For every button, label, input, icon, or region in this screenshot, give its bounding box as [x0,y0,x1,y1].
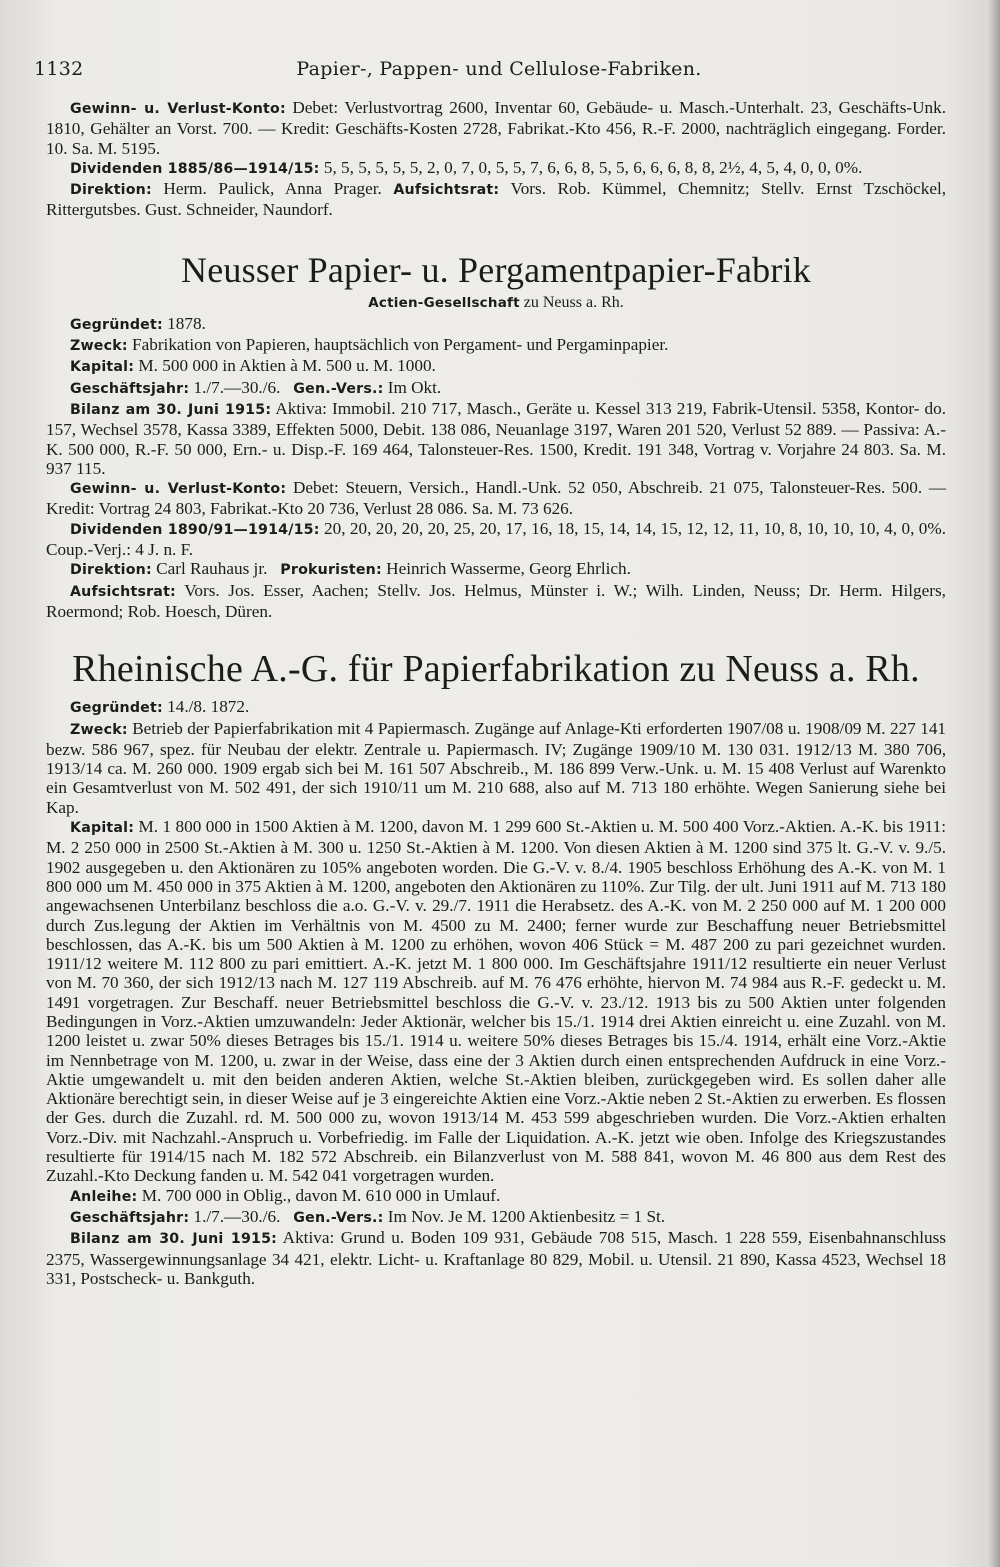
profit-loss-paragraph: Gewinn- u. Verlust-Konto: Debet: Verlustvortrag 2600, Inventar 60, Gebäude- u. Masch.-Unterhalt. 23, Geschäfts-Unk. 1810, Gehälter an Vorst. 700. — Kredit: Geschäfts-Kosten 2728, Fabrikat.-Kto 456, R.-F. 2000, nachträglich eingegang. Forder. 10. Sa. M. 5195. [46,98,947,158]
page-number: 1132 [34,58,84,80]
fiscal-year-paragraph: Geschäftsjahr: 1./7.—30./6. Gen.-Vers.: Im Nov. Je M. 1200 Aktienbesitz = 1 St. [70,1206,666,1226]
neusser-company-entry [46,250,946,621]
fiscal-year-paragraph: Geschäftsjahr: 1./7.—30./6. Gen.-Vers.: Im Okt. [70,377,442,397]
bond-paragraph: Anleihe: M. 700 000 in Oblig., davon M. 610 000 in Umlauf. [70,1185,501,1205]
balance-paragraph: Bilanz am 30. Juni 1915: Aktiva: Immobil. 210 717, Masch., Geräte u. Kessel 313 219, Fabrik-Utensil. 5358, Kontor- do. 157, Wechsel 3578, Kassa 3389, Effekten 5000, Debit. 138 086, Neuanlage 3197, Waren 201 520, Verlust 52 889. — Passiva: A.-K. 500 000, R.-F. 50 000, Ern.- u. Disp.-F. 169 464, Talonsteuer-Res. 1500, Kredit. 191 348, Vortrag v. Vorjahre 24 803. Sa. M. 937 115. [46,398,946,478]
management-paragraph: Direktion: Carl Rauhaus jr. Prokuristen: Heinrich Wasserme, Georg Ehrlich. [70,559,631,579]
page-edge-shadow [988,0,1000,1567]
page-content [46,98,946,1288]
page-header [34,58,964,88]
founded-paragraph: Gegründet: 14./8. 1872. [70,697,250,717]
supervisory-board-paragraph: Aufsichtsrat: Vors. Jos. Esser, Aachen; Stellv. Jos. Helmus, Münster i. W.; Wilh. Linden, Neuss; Dr. Herm. Hilgers, Roermond; Rob. Hoesch, Düren. [46,580,946,621]
running-title: Papier-, Pappen- und Cellulose-Fabriken. [296,58,702,80]
founded-paragraph: Gegründet: 1878. [70,313,206,333]
dividends-paragraph: Dividenden 1890/91—1914/15: 20, 20, 20, 20, 20, 25, 20, 17, 16, 18, 15, 14, 14, 15, 12, 12, 11, 10, 8, 10, 10, 10, 4, 0, 0%. Coup.-Verj.: 4 J. n. F. [46,518,946,560]
rheinische-company-entry [46,649,946,1288]
company-title: Rheinische A.-G. für Papierfabrikation zu Neuss a. Rh. [72,648,920,691]
management-paragraph: Direktion: Herm. Paulick, Anna Prager. Aufsichtsrat: Vors. Rob. Kümmel, Chemnitz; Stellv. Ernst Tzschöckel, Rittergutsbes. Gust. Schneider, Naundorf. [46,179,947,220]
purpose-paragraph: Zweck: Betrieb der Papierfabrikation mit 4 Papiermasch. Zugänge auf Anlage-Kti erforderten 1907/08 u. 1908/09 M. 227 141 bezw. 586 967, spez. für Neubau der elektr. Zentrale u. Papiermasch. IV; Zugänge 1909/10 M. 130 031. 1912/13 M. 380 706, 1913/14 ca. M. 260 000. 1909 ergab sich bei M. 161 507 Abschreib., M. 186 899 Verw.-Unk. u. M. 15 408 Verlust auf Warenkto ein Gesamtverlust von M. 502 491, der sich 1910/11 um M. 210 688, also auf M. 713 180 erhöhte. Wegen Sanierung siehe bei Kap. [46,718,947,817]
capital-paragraph: Kapital: M. 500 000 in Aktien à M. 500 u. M. 1000. [70,356,436,376]
previous-company-entry [46,98,946,220]
capital-paragraph: Kapital: M. 1 800 000 in 1500 Aktien à M. 1200, davon M. 1 299 600 St.-Aktien u. M. 500 400 Vorz.-Aktien. A.-K. bis 1911: M. 2 250 000 in 2500 St.-Aktien à M. 300 u. 1250 St.-Aktien à M. 1200. Von diesen Aktien à M. 1200 sind 375 lt. G.-V. v. 9./5. 1902 ausgegeben u. den Aktionären zu 105% angeboten worden. Die G.-V. v. 8./4. 1905 beschloss Erhöhung des A.-K. von M. 1 800 000 um M. 450 000 in 375 Aktien à M. 1200, angeboten den Aktionären zu 110%. Zur Tilg. der ult. Juni 1911 auf M. 713 180 angewachsenen Unterbilanz beschloss die a.o. G.-V. v. 29./7. 1911 die Herabsetz. des A.-K. von M. 2 250 000 auf M. 1 200 000 durch Zus.legung der Aktien im Verhältnis von M. 4500 zu M. 2400; ferner wurde zur Beschaffung neuer Betriebsmittel beschlossen, das A.-K. bis um 500 Aktien à M. 1200 zu erhöhen, wovon 406 Stück = M. 487 200 zu pari gezeichnet wurden. 1911/12 weitere M. 112 800 zu pari emittiert. A.-K. jetzt M. 1 800 000. Im Geschäftsjahre 1911/12 resultierte ein neuer Verlust von M. 70 360, der sich 1912/13 nach M. 127 119 Abschreib. auf M. 76 476 erhöhte, hiervon M. 74 984 aus R.-F. gedeckt u. M. 1491 vorgetragen. Zur Beschaff. neuer Betriebsmittel beschloss die G.-V. v. 23./12. 1913 bis zu 500 Aktien unter folgenden Bedingungen in Vorz.-Aktien umzuwandeln: Jeder Aktionär, welcher bis 15./1. 1914 drei Aktien einreicht u. eine Zuzahl. von M. 1200 leistet u. zwar 50% dieses Betrages bis 15./1. 1914 u. weitere 50% dieses Betrages bis 15./4. 1914, erhält eine Vorz.-Aktie im Nennbetrage von M. 1200, u. zwar in der Weise, dass eine der 3 Aktien durch einen entsprechenden Aufdruck in eine Vorz.-Aktie umgewandelt u. mit den beiden anderen Aktien, welche St.-Aktien bleiben, zurückgegeben wird. Es sollen daher alle Aktionäre berechtigt sein, in dieser Weise auf je 3 eingereichte Aktien eine Vorz.-Aktie neben 2 St.-Aktien zu erwerben. Es flossen der Ges. durch die Zuzahl. rd. M. 500 000 zu, wovon 1913/14 M. 453 599 abgeschrieben wurden. Die Vorz.-Aktien erhalten Vorz.-Div. mit Nachzahl.-Anspruch u. Vorbefriedig. im Falle der Liquidation. A.-K. jetzt wie oben. Infolge des Kriegszustandes resultierte für 1914/15 nach M. 182 572 Abschreib. ein Bilanzverlust von M. 588 841, wovon M. 46 800 aus dem Rest des Zuzahl.-Kto Deckung fanden u. M. 542 041 vorgetragen wurden. [46,817,946,1186]
profit-loss-paragraph: Gewinn- u. Verlust-Konto: Debet: Steuern, Versich., Handl.-Unk. 52 050, Abschreib. 21 075, Talonsteuer-Res. 500. — Kredit: Vortrag 24 803, Fabrikat.-Kto 20 736, Verlust 28 086. Sa. M. 73 626. [46,478,947,519]
purpose-paragraph: Zweck: Fabrikation von Papieren, hauptsächlich von Pergament- und Pergaminpapier. [70,335,669,355]
company-title: Neusser Papier- u. Pergamentpapier-Fabrik [181,249,811,290]
balance-paragraph: Bilanz am 30. Juni 1915: Aktiva: Grund u. Boden 109 931, Gebäude 708 515, Masch. 1 228 559, Eisenbahnanschluss 2375, Wassergewinnungsanlage 34 421, elektr. Licht- u. Kraftanlage 80 829, Mobil. u. Utensil. 21 890, Kassa 4523, Wechsel 18 331, Postscheck- u. Bankguth. [46,1228,946,1288]
dividends-paragraph: Dividenden 1885/86—1914/15: 5, 5, 5, 5, 5, 5, 2, 0, 7, 0, 5, 5, 7, 6, 6, 8, 5, 5, 6, 6, 6, 8, 8, 2½, 4, 5, 4, 0, 0, 0%. [70,157,863,177]
company-subtitle: Actien-Gesellschaft zu Neuss a. Rh. [368,293,624,311]
